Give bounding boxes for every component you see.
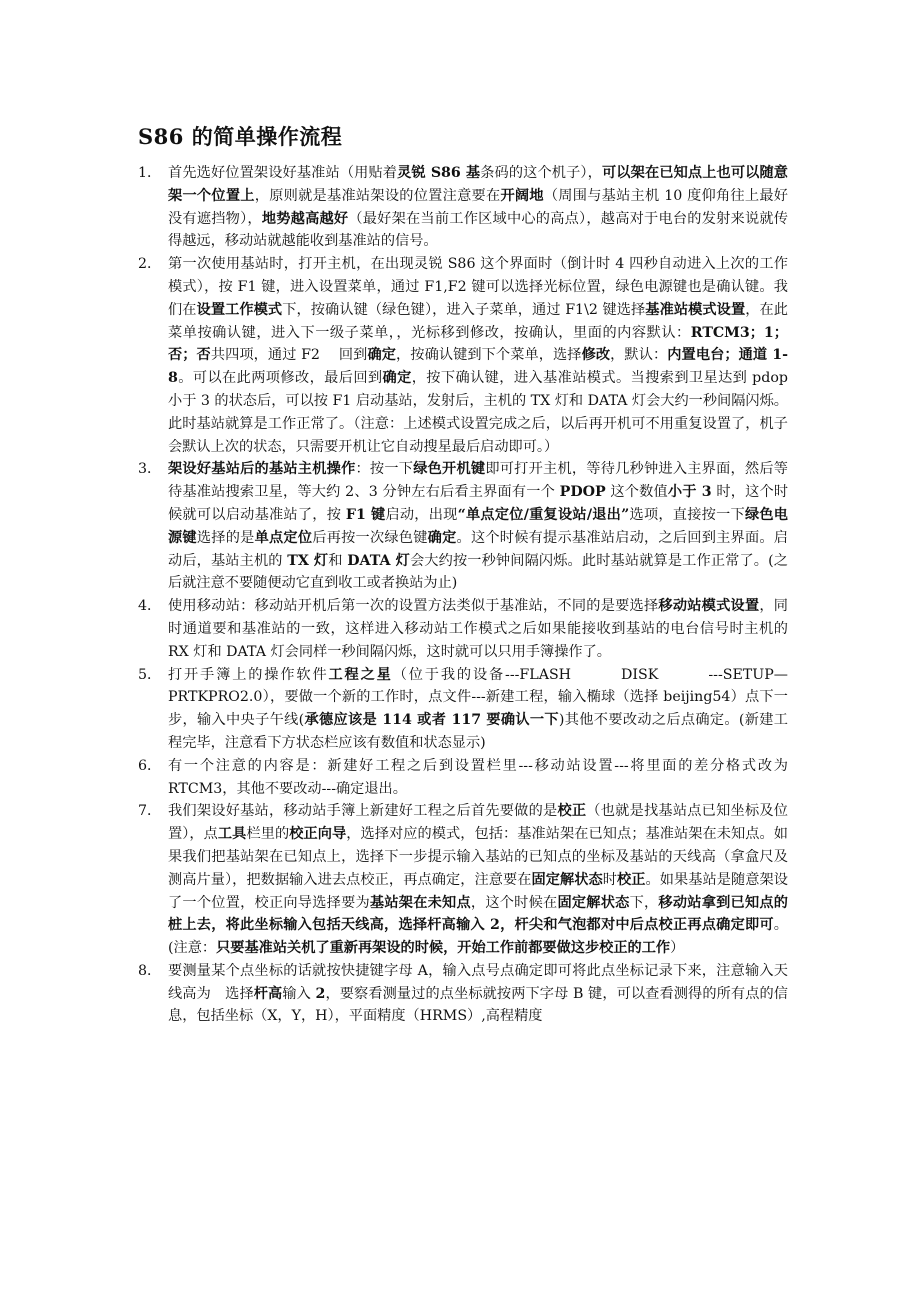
list-item [138, 664, 788, 755]
bold-text: 基站架在未知点 [369, 894, 471, 911]
bold-text: 杆高 [253, 985, 283, 1002]
text-run: ，默认： [610, 347, 668, 364]
bold-text: 开阔地 [500, 187, 544, 204]
bold-text: RTCM3；1；否；否 [168, 324, 788, 364]
list-item-text [168, 595, 788, 663]
text-run: ，按下确认键，进入基准站模式。当搜索到卫星达到 pdop 小于 3 的状态后，可以按 F1 启动基站，发射后，主机的 TX 灯和 DATA 灯会大约一秒间隔闪烁。此时基站就算是工作正常了。（注意：上述模式设置完成之后，以后再开机可不用重复设置了，机子会默认上次的状态，只需要开机让它自动搜星最后启动即可。） [168, 370, 788, 455]
text-run: 选择的是 [196, 529, 255, 546]
bold-text: F1 键 [345, 506, 386, 523]
list-item [138, 253, 788, 458]
text-run: （位于我的设备---FLASH DISK ---SETUP—PRTKPRO2.0），要做一个新的工作时，点文件---新建工程，输入椭球（选择 beijing54）点下一步，输入中央子午线( [168, 666, 788, 729]
text-run: 使用移动站：移动站开机后第一次的设置方法类似于基准站，不同的是要选择 [168, 598, 659, 615]
text-run: 。如果基站是随意架设了一个位置，校正向导选择要为 [168, 871, 788, 911]
step-list [138, 162, 788, 1028]
bold-text: 校正向导 [289, 826, 347, 843]
bold-text: 设置工作模式 [196, 301, 283, 318]
bold-text: 移动站模式设置 [658, 598, 760, 615]
text-run: 要测量某个点坐标的话就按快捷键字母 A，输入点号点确定即可将此点坐标记录下来，注意输入天线高为 选择 [168, 962, 788, 1002]
text-run: 后再按一次绿色键 [312, 529, 428, 546]
list-item-number: 2． [138, 256, 162, 273]
text-run: ，要察看测量过的点坐标就按两下字母 B 键，可以查看测得的所有点的信息，包括坐标（X，Y，H），平面精度（HRMS）,高程精度 [168, 985, 788, 1025]
text-run: 即可打开主机，等待几秒钟进入主界面，然后等待基准站搜索卫星，等大约 2、3 分钟左右后看主界面有一个 [168, 461, 788, 501]
text-run: 我们架设好基站，移动站手簿上新建好工程之后首先要做的是 [168, 803, 558, 820]
bold-text: 校正 [617, 871, 646, 888]
text-run: （最好架在当前工作区域中心的高点），越高对于电台的发射来说就传得越远，移动站就越能收到基准站的信号。 [168, 210, 788, 250]
text-run: ） [670, 940, 685, 957]
list-item-text [168, 800, 788, 960]
list-item-text [168, 664, 788, 755]
bold-text: 承德应该是 114 或者 117 要确认一下 [304, 712, 559, 729]
bold-text: 工具 [217, 826, 247, 843]
text-run: 启动，出现 [385, 506, 458, 523]
bold-text: “单点定位/重复设站/退出” [457, 506, 630, 523]
list-item-number: 7． [138, 803, 162, 820]
list-item [138, 800, 788, 960]
list-item-number: 8． [138, 962, 162, 979]
bold-text: 校正 [557, 803, 587, 820]
text-run: 下， [629, 894, 659, 911]
bold-text: 修改 [581, 347, 611, 364]
text-run: （也就是找基站点已知坐标及位置），点 [168, 803, 788, 843]
page-title: S86 的简单操作流程 [138, 124, 343, 149]
list-item-text [168, 960, 788, 1028]
bold-text: 绿色电源键 [168, 506, 788, 546]
list-item-text [168, 253, 788, 458]
list-item-number: 3． [138, 461, 162, 478]
bold-text: 架设好基站后的基站主机操作 [168, 461, 356, 478]
bold-text: 只要基准站关机了重新再架设的时候，开始工作前都要做这步校正的工作 [216, 940, 671, 957]
text-run: ，这个时候在 [470, 894, 558, 911]
text-run: （周围与基站主机 10 度仰角往上最好没有遮挡物）， [168, 187, 788, 227]
bold-text: 确定 [382, 370, 412, 387]
text-run: 栏里的 [246, 826, 290, 843]
text-run: 会大约按一秒钟间隔闪烁。此时基站就算是工作正常了。(之后就注意不要随便动它直到收工或者换站为止) [168, 552, 788, 592]
bold-text: 工程之星 [328, 666, 393, 683]
bold-text: 固定解状态 [557, 894, 630, 911]
text-run: 。(注意： [168, 917, 788, 957]
text-run: 时 [602, 871, 617, 888]
bold-text: 地势越高越好 [261, 210, 349, 227]
text-run: 选项，直接按一下 [629, 506, 745, 523]
bold-text: 确定 [427, 529, 457, 546]
text-run: 共四项，通过 F2 回到 [210, 347, 368, 364]
list-item [138, 960, 788, 1028]
list-item-text [168, 162, 788, 253]
text-run: 时，这个时候就可以启动基准站了，按 [168, 484, 789, 523]
bold-text: 绿色开机键 [413, 461, 486, 478]
text-run: ，同时通道要和基准站的一致，这样进入移动站工作模式之后如果能接收到基站的电台信号时主机的 RX 灯和 DATA 灯会同样一秒间隔闪烁，这时就可以只用手簿操作了。 [168, 598, 788, 660]
list-item-number: 5． [138, 666, 162, 683]
list-item-number: 6． [138, 757, 162, 774]
text-run: 下，按确认键（绿色键），进入子菜单，通过 F1\2 键选择 [282, 301, 646, 318]
text-run: 。可以在此两项修改，最后回到 [177, 370, 383, 387]
text-run: ，按确认键到下个菜单，选择 [396, 347, 582, 364]
bold-text: 基准站模式设置 [645, 301, 746, 318]
list-item-text [168, 458, 788, 595]
text-run: )其他不要改动之后点确定。(新建工程完毕，注意看下方状态栏应该有数值和状态显示) [168, 712, 788, 751]
list-item [138, 595, 788, 663]
bold-text: 小于 3 [667, 484, 712, 501]
text-run: 有一个注意的内容是：新建好工程之后到设置栏里---移动站设置---将里面的差分格式改为 RTCM3，其他不要改动---确定退出。 [168, 757, 788, 797]
bold-text: TX 灯 [287, 552, 329, 569]
list-item [138, 458, 788, 595]
text-run: 首先选好位置架设好基准站（用贴着 [168, 165, 398, 181]
bold-text: 灵锐 S86 基 [397, 165, 481, 181]
bold-text: 2 [315, 985, 326, 1002]
bold-text: 固定解状态 [531, 871, 603, 888]
text-run: 条码的这个机子）， [480, 165, 602, 181]
bold-text: 内置电台；通道 1-8 [168, 347, 788, 387]
bold-text: DATA 灯 [347, 552, 410, 569]
text-run: 和 [328, 552, 348, 569]
text-run: 输入 [282, 985, 316, 1002]
list-item-number: 4． [138, 598, 162, 615]
list-item [138, 755, 788, 801]
bold-text: 单点定位 [254, 529, 313, 546]
text-run: ，在此菜单按确认键，进入下一级子菜单，，光标移到修改，按确认，里面的内容默认： [168, 301, 788, 341]
text-run: 打开手簿上的操作软件 [168, 666, 329, 683]
list-item-number: 1． [138, 165, 162, 181]
text-run: ，选择对应的模式，包括：基准站架在已知点；基准站架在未知点。如果我们把基站架在已知点上，选择下一步提示输入基站的已知点的坐标及基站的天线高（拿盒尺及测高片量），把数据输入进去点校正，再点确定，注意要在 [168, 826, 788, 888]
text-run: ，原则就是基准站架设的位置注意要在 [254, 187, 501, 204]
list-item-text [168, 755, 788, 801]
text-run: 第一次使用基站时，打开主机，在出现灵锐 S86 这个界面时（倒计时 4 四秒自动进入上次的工作模式），按 F1 键，进入设置菜单，通过 F1,F2 键可以选择光标位置，绿色电源键也是确认键。我们在 [168, 256, 788, 318]
bold-text: PDOP [559, 484, 606, 501]
text-run: 。这个时候有提示基准站启动，之后回到主界面。启动后，基站主机的 [168, 529, 788, 569]
text-run: ：按一下 [355, 461, 414, 478]
bold-text: 可以架在已知点上也可以随意架一个位置上 [168, 165, 788, 204]
list-item [138, 162, 788, 253]
bold-text: 移动站拿到已知点的桩上去，将此坐标输入包括天线高，选择杆高输入 2，杆尖和气泡都对中后点校正再点确定即可 [168, 894, 788, 934]
text-run: 这个数值 [605, 484, 668, 501]
bold-text: 确定 [367, 347, 397, 364]
